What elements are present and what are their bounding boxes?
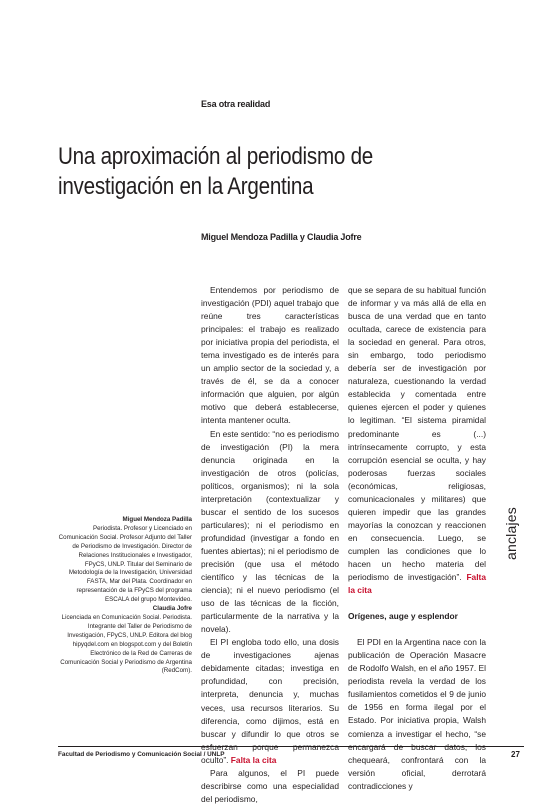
body-paragraph: Entendemos por periodismo de investigación (PDI) aquel trabajo que reúne tres características principales: el trabajo es realizado por iniciativa propia del periodista, el tema investigado es de interés para un amplio sector de la sociedad y, a través de él, se da a conocer información que alguien, por algún motivo que deberá establecerse, intenta mantener oculta. [201, 285, 339, 426]
bio-author-name: Miguel Mendoza Padilla [122, 516, 192, 523]
body-paragraph: En este sentido: “no es periodismo de investigación (PI) la mera denuncia originada en la investigación de otros (policías, políticos, organismos); ni la sola interpretación (contextualizar y buscar el sentido de los sucesos particulares); ni el periodismo en profundidad (investigar a fondo en fuentes abiertas); ni el periodismo de precisión (que usa el método científico y las técnicas de la ciencia); ni el nuevo periodismo (el uso de las técnicas de la ficción, particularmente de la narrativa y la novela). [201, 428, 339, 635]
footer-institution: Facultad de Periodismo y Comunicación Social / UNLP [58, 751, 225, 758]
article-authors: Miguel Mendoza Padilla y Claudia Jofre [201, 232, 362, 242]
section-subheading: Orígenes, auge y esplendor [348, 611, 458, 622]
missing-citation-label: Falta la cita [348, 572, 486, 596]
body-paragraph [348, 284, 486, 597]
journal-side-label: anclajes [503, 507, 519, 560]
article-title: Una aproximación al periodismo de investigación en la Argentina [58, 143, 374, 200]
page-number: 27 [511, 750, 520, 759]
footer-divider [58, 746, 524, 747]
body-column-right [348, 284, 486, 793]
bio-author-name: Claudia Jofre [152, 605, 192, 613]
body-paragraph-text: El PI engloba todo ello, una dosis de investigaciones ajenas debidamente citadas; investiga en profundidad, con precisión, interpreta, denuncia y, muchas veces, usa recursos literarios. Su diferencia, como dijimos, está en buscar y difundir lo que otros se esfuerzan porque permanezca oculto”. [201, 637, 339, 765]
body-paragraph-text: que se separa de su habitual función de informar y va más allá de ella en busca de una verdad que en tanto ocultada, carece de existencia para la sociedad en general. Para otros, sin embargo, todo periodismo debería ser de investigación por naturaleza, cuestionando la verdad establecida y comentada entre quienes ejercen el poder y quienes lo legitiman. “El sistema piramidal predominante es (...) intrínsecamente corrupto, y esta corrupción esencial se oculta, y hay poderosas fuerzas sociales (económicas, religiosas, comunicacionales y militares) que quieren impedir que las grandes mayorías la conozcan y reaccionen en consecuencia. Luego, se cumplen las condiciones que lo hacen un hecho materia del periodismo de investigación”. [348, 285, 486, 583]
bio-author-text: Periodista. Profesor y Licenciado en Comunicación Social. Profesor Adjunto del Taller de Periodismo de Investigación. Director de Relaciones Institucionales e Investigador, FPyCS, UNLP. Titular del Seminario de Metodología de la Investigación, Universidad FASTA, Mar del Plata. Coordinador en representación de la FPyCS del programa ESCALA del grupo Montevideo. [58, 524, 192, 604]
body-column-left [201, 284, 339, 806]
body-paragraph: El PDI en la Argentina nace con la publicación de Operación Masacre de Rodolfo Walsh, en el año 1957. El periodista revela la verdad de los fusilamientos cometidos el 9 de junio de 1956 en forma ilegal por el Estado. Por iniciativa propia, Walsh comienza a investigar el hecho, “se encargará de buscar datos, los chequeará, confrontará con la versión oficial, derrotará contradicciones y [348, 637, 486, 791]
section-kicker: Esa otra realidad [201, 99, 271, 109]
missing-citation-label: Falta la cita [230, 754, 277, 765]
body-paragraph [201, 636, 339, 766]
author-bios [58, 516, 192, 676]
bio-author-text: Licenciada en Comunicación Social. Periodista. Integrante del Taller de Periodismo de Investigación, FPyCS, UNLP. Editora del blog hipyqdel.com en blogspot.com y del Boletín Electrónico de la Red de Carreras de Comunicación Social y Periodismo de Argentina (RedCom). [60, 613, 192, 675]
body-paragraph: Para algunos, el PI puede describirse como una especialidad del periodismo, [201, 767, 339, 804]
